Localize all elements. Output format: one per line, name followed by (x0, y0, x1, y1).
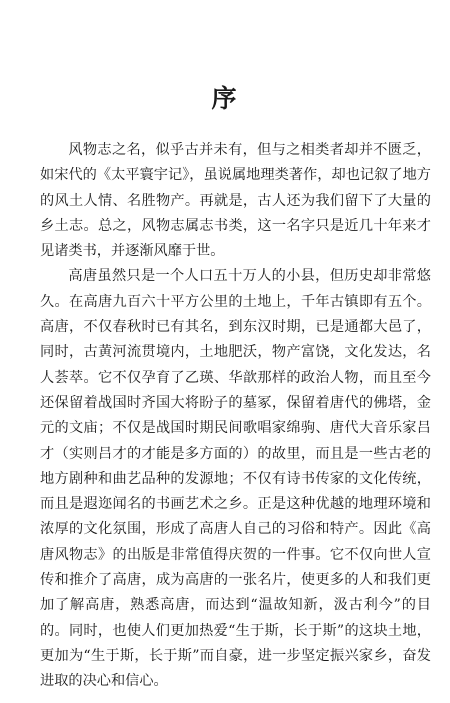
paragraph-1: 风物志之名，似乎古并未有，但与之相类者却并不匮乏，如宋代的《太平寰宇记》，虽说属地理类著作，却也记叙了地方的风土人情、名胜物产。再就是，古人还为我们留下了大量的乡土志。总之，风物志属志书类，这一名字只是近几十年来才见诸类书，并逐渐风靡于世。 (40, 142, 431, 260)
page-title: 序 (211, 84, 239, 113)
paragraph-2: 高唐虽然只是一个人口五十万人的小县，但历史却非常悠久。在高唐九百六十平方公里的土地上，千年古镇即有五个。高唐，不仅春秋时已有其名，到东汉时期，已是通都大邑了，同时，古黄河流贯境内，土地肥沃，物产富饶，文化发达，名人荟萃。它不仅孕育了乙瑛、华歆那样的政治人物，而且至今还保留着战国时齐国大将盼子的墓冢，保留着唐代的佛塔，金元的文庙；不仅是战国时期民间歌唱家绵驹、唐代大音乐家吕才（实则吕才的才能是多方面的）的故里，而且是一些古老的地方剧种和曲艺品种的发源地；不仅有诗书传家的文化传统，而且是遐迩闻名的书画艺术之乡。正是这种优越的地理环境和浓厚的文化氛围，形成了高唐人自己的习俗和特产。因此《高唐风物志》的出版是非常值得庆贺的一件事。它不仅向世人宣传和推介了高唐，成为高唐的一张名片，使更多的人和我们更加了解高唐，熟悉高唐，而达到“温故知新，汲古利今”的目的。同时，也使人们更加热爱“生于斯，长于斯”的这块土地，更加为“生于斯，长于斯”而自豪，进一步坚定振兴家乡，奋发进取的决心和信心。 (40, 268, 431, 690)
body-text (40, 138, 431, 695)
